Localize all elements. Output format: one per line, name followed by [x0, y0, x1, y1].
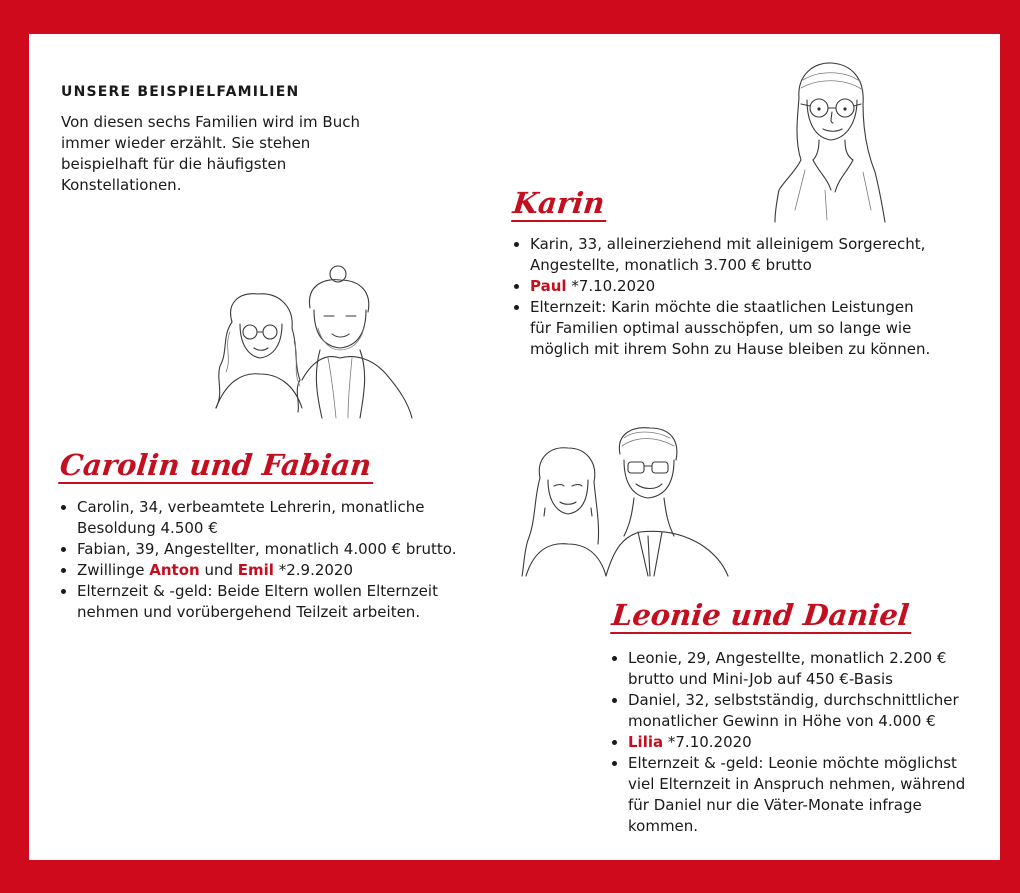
child-name-paul: Paul [530, 277, 567, 295]
karin-facts-list [514, 234, 934, 360]
intro-text: Von diesen sechs Familien wird im Buch immer wieder erzählt. Sie stehen beispielhaft für die häufigsten Konstellationen. [61, 113, 360, 194]
karin-portrait-illustration [775, 60, 885, 225]
child-name-lilia: Lilia [628, 733, 664, 751]
child-name-anton: Anton [149, 561, 200, 579]
list-item: • Leonie, 29, Angestellte, monatlich 2.200 € brutto und Mini-Job auf 450 €-Basis [628, 648, 972, 690]
list-item: • Elternzeit & -geld: Leonie möchte möglichst viel Elternzeit in Anspruch nehmen, während für Daniel nur die Väter-Monate infrage kommen. [628, 753, 972, 837]
leonie-daniel-portrait-illustration [520, 424, 730, 579]
list-item: • Fabian, 39, Angestellter, monatlich 4.000 € brutto. [77, 539, 481, 560]
list-item: • Karin, 33, alleinerziehend mit alleinigem Sorgerecht, Angestellte, monatlich 3.700 € brutto [530, 234, 934, 276]
child-name-emil: Emil [237, 561, 274, 579]
list-item: • Paul *7.10.2020 [530, 276, 934, 297]
carolin-fabian-facts-list [61, 497, 481, 623]
leonie-daniel-name: Leonie und Daniel [610, 598, 915, 634]
list-item: • Elternzeit: Karin möchte die staatlichen Leistungen für Familien optimal ausschöpfen, um so lange wie möglich mit ihrem Sohn zu Hause bleiben zu können. [530, 297, 934, 360]
carolin-fabian-name: Carolin und Fabian [58, 448, 377, 484]
list-item: • Carolin, 34, verbeamtete Lehrerin, monatliche Besoldung 4.500 € [77, 497, 481, 539]
karin-name: Karin [511, 186, 610, 222]
list-item: • Elternzeit & -geld: Beide Eltern wollen Elternzeit nehmen und vorübergehend Teilzeit arbeiten. [77, 581, 481, 623]
leonie-daniel-facts-list [612, 648, 972, 837]
carolin-fabian-portrait-illustration [202, 262, 412, 420]
section-heading: UNSERE BEISPIELFAMILIEN [61, 84, 300, 100]
list-item: • Daniel, 32, selbstständig, durchschnittlicher monatlicher Gewinn in Höhe von 4.000 € [628, 690, 972, 732]
list-item: • Lilia *7.10.2020 [628, 732, 972, 753]
list-item: • Zwillinge Anton und Emil *2.9.2020 [77, 560, 481, 581]
